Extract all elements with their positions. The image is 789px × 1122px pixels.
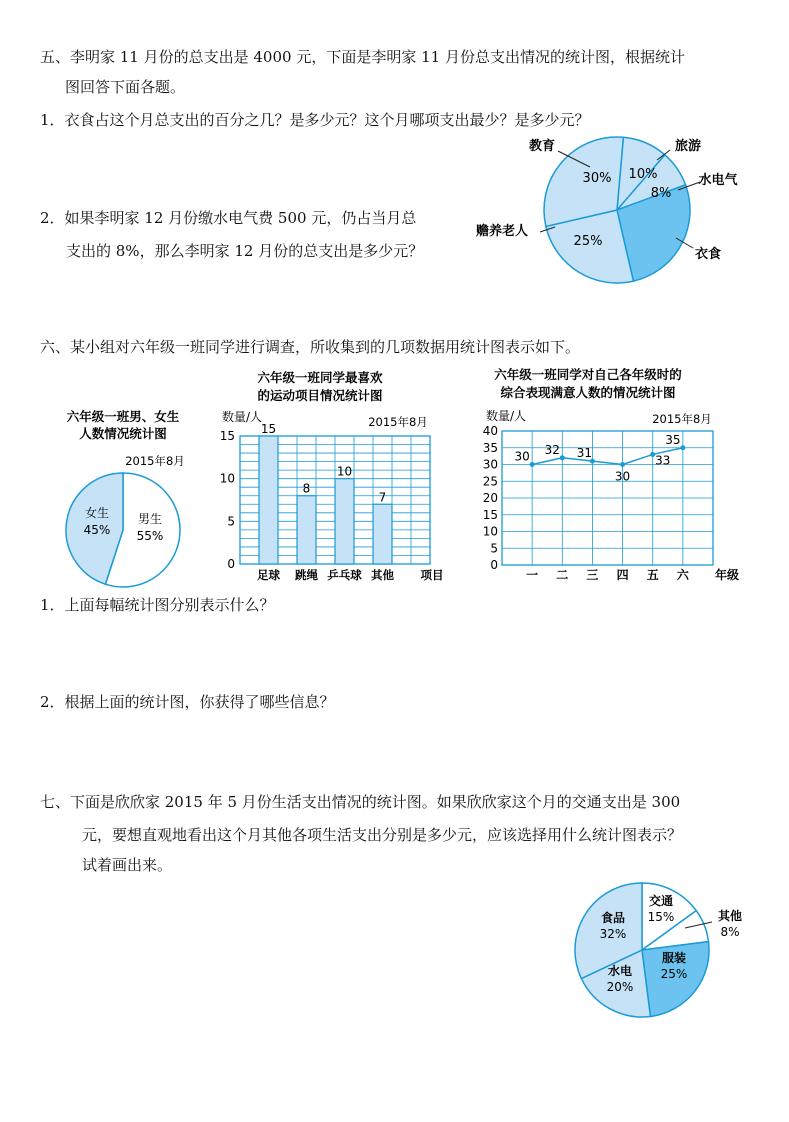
line-category-label: 二: [556, 568, 569, 582]
pie1-category-label: 衣食: [694, 247, 722, 262]
line-point: [560, 455, 565, 460]
pie2-percent-female: 45%: [83, 523, 111, 537]
pie3-percent-label: 32%: [599, 927, 627, 941]
pie3-category-label: 食品: [600, 911, 626, 925]
section7-line-1: 七、下面是欣欣家 2015 年 5 月份生活支出情况的统计图。如果欣欣家这个月的交通支出是 300: [40, 793, 681, 811]
bar-category-label: 跳绳: [295, 568, 318, 582]
line-ytick-label: 15: [482, 507, 498, 522]
bar-category-label: 乒乓球: [327, 568, 362, 582]
pie2-title-line2: 人数情况统计图: [79, 426, 167, 441]
line-point: [620, 462, 625, 467]
section5-question-2-line2: 支出的 8%，那么李明家 12 月份的总支出是多少元？: [66, 242, 424, 260]
bar-乒乓球: [335, 479, 354, 564]
line-point: [680, 445, 685, 450]
line-category-label: 六: [676, 568, 689, 582]
pie1-category-label: 教育: [528, 139, 556, 154]
line-xlabel: 年级: [715, 568, 740, 582]
pie3-percent-label: 15%: [647, 910, 675, 924]
bar-ytick-label: 15: [219, 429, 235, 443]
bar-data-label: 7: [378, 490, 387, 505]
pie2-label-male: 男生: [137, 512, 163, 526]
pie1-percent-label: 10%: [628, 167, 658, 182]
line-data-label: 33: [655, 453, 671, 468]
section7-line-2: 元，要想直观地看出这个月其他各项生活支出分别是多少元，应该选择用什么统计图表示？: [82, 826, 683, 844]
bar-category-label: 其他: [371, 568, 394, 582]
line-data-label: 30: [514, 449, 530, 464]
pie3-category-label: 服装: [661, 951, 687, 965]
bar-足球: [259, 436, 278, 564]
pie3-category-label: 水电: [607, 964, 633, 978]
pie1-category-label: 旅游: [674, 139, 702, 154]
pie1-percent-label: 8%: [650, 186, 672, 201]
bar-title-line1: 六年级一班同学最喜欢: [257, 370, 383, 385]
line-data-label: 35: [665, 432, 681, 447]
bar-data-label: 8: [302, 481, 311, 496]
line-data-label: 31: [576, 446, 593, 461]
line-chart-satisfaction: [470, 365, 770, 590]
bar-ytick-label: 10: [219, 471, 235, 486]
line-data-label: 32: [544, 442, 560, 457]
section6-heading: 六、某小组对六年级一班同学进行调查，所收集到的几项数据用统计图表示如下。: [40, 338, 581, 356]
bar-xlabel: 项目: [420, 568, 444, 582]
bar-data-label: 10: [336, 464, 353, 479]
line-ytick-label: 5: [490, 541, 498, 556]
line-data-label: 30: [614, 469, 631, 484]
pie3-category-label: 交通: [648, 894, 674, 908]
line-ytick-label: 0: [490, 558, 498, 572]
section5-heading: 五、李明家 11 月份的总支出是 4000 元，下面是李明家 11 月份总支出情况的统计图，根据统计: [40, 48, 685, 66]
line-category-label: 三: [586, 568, 599, 582]
bar-ytick-label: 5: [227, 514, 235, 529]
bar-其他: [373, 504, 392, 564]
line-ylabel: 数量/人: [486, 409, 527, 423]
pie3-percent-label: 25%: [660, 967, 688, 981]
bar-title-line2: 的运动项目情况统计图: [257, 388, 383, 403]
bar-category-label: 足球: [257, 568, 280, 582]
section5-question-1: 1．衣食占这个月总支出的百分之几？是多少元？这个月哪项支出最少？是多少元？: [40, 111, 590, 129]
pie1-percent-label: 30%: [582, 171, 612, 186]
pie1-category-label: 水电气: [698, 173, 738, 188]
line-title-line2: 综合表现满意人数的情况统计图: [500, 385, 676, 400]
line-category-label: 一: [526, 568, 539, 582]
pie2-percent-male: 55%: [136, 529, 164, 543]
line-title-line1: 六年级一班同学对自己各年级时的: [494, 367, 682, 382]
line-point: [530, 462, 535, 467]
pie-chart-li-ming-expenses: [460, 130, 760, 290]
bar-ylabel: 数量/人: [222, 410, 263, 424]
pie2-title-line1: 六年级一班男、女生: [66, 409, 180, 424]
section6-question-2: 2．根据上面的统计图，你获得了哪些信息？: [40, 693, 335, 711]
pie2-label-female: 女生: [84, 506, 110, 520]
pie3-percent-label: 8%: [720, 925, 740, 939]
pie-chart-gender: [55, 405, 205, 590]
pie-chart-xinxin-expenses: [570, 880, 770, 1020]
line-ytick-label: 30: [482, 457, 498, 472]
pie2-date: 2015年8月: [125, 454, 185, 468]
bar-data-label: 15: [260, 422, 277, 436]
line-date: 2015年8月: [652, 412, 712, 426]
line-ytick-label: 25: [482, 474, 498, 489]
bar-chart-favorite-sports: [210, 368, 455, 588]
pie1-percent-label: 25%: [573, 234, 603, 249]
pie3-percent-label: 20%: [606, 980, 634, 994]
section7-line-3: 试着画出来。: [82, 856, 173, 874]
section5-heading-cont: 图回答下面各题。: [65, 78, 186, 96]
pie1-category-label: 赡养老人: [475, 224, 529, 239]
line-ytick-label: 35: [482, 440, 498, 455]
bar-date: 2015年8月: [368, 415, 428, 429]
bar-ytick-label: 0: [227, 557, 235, 571]
line-category-label: 四: [616, 568, 629, 582]
pie3-category-label: 其他: [717, 909, 743, 923]
section5-question-2-line1: 2．如果李明家 12 月份缴水电气费 500 元，仍占当月总: [40, 209, 417, 227]
line-ytick-label: 20: [482, 491, 498, 505]
line-ytick-label: 10: [482, 524, 498, 539]
line-ytick-label: 40: [482, 424, 498, 438]
bar-跳绳: [297, 496, 316, 564]
line-category-label: 五: [646, 568, 659, 582]
section6-question-1: 1．上面每幅统计图分别表示什么？: [40, 596, 275, 614]
